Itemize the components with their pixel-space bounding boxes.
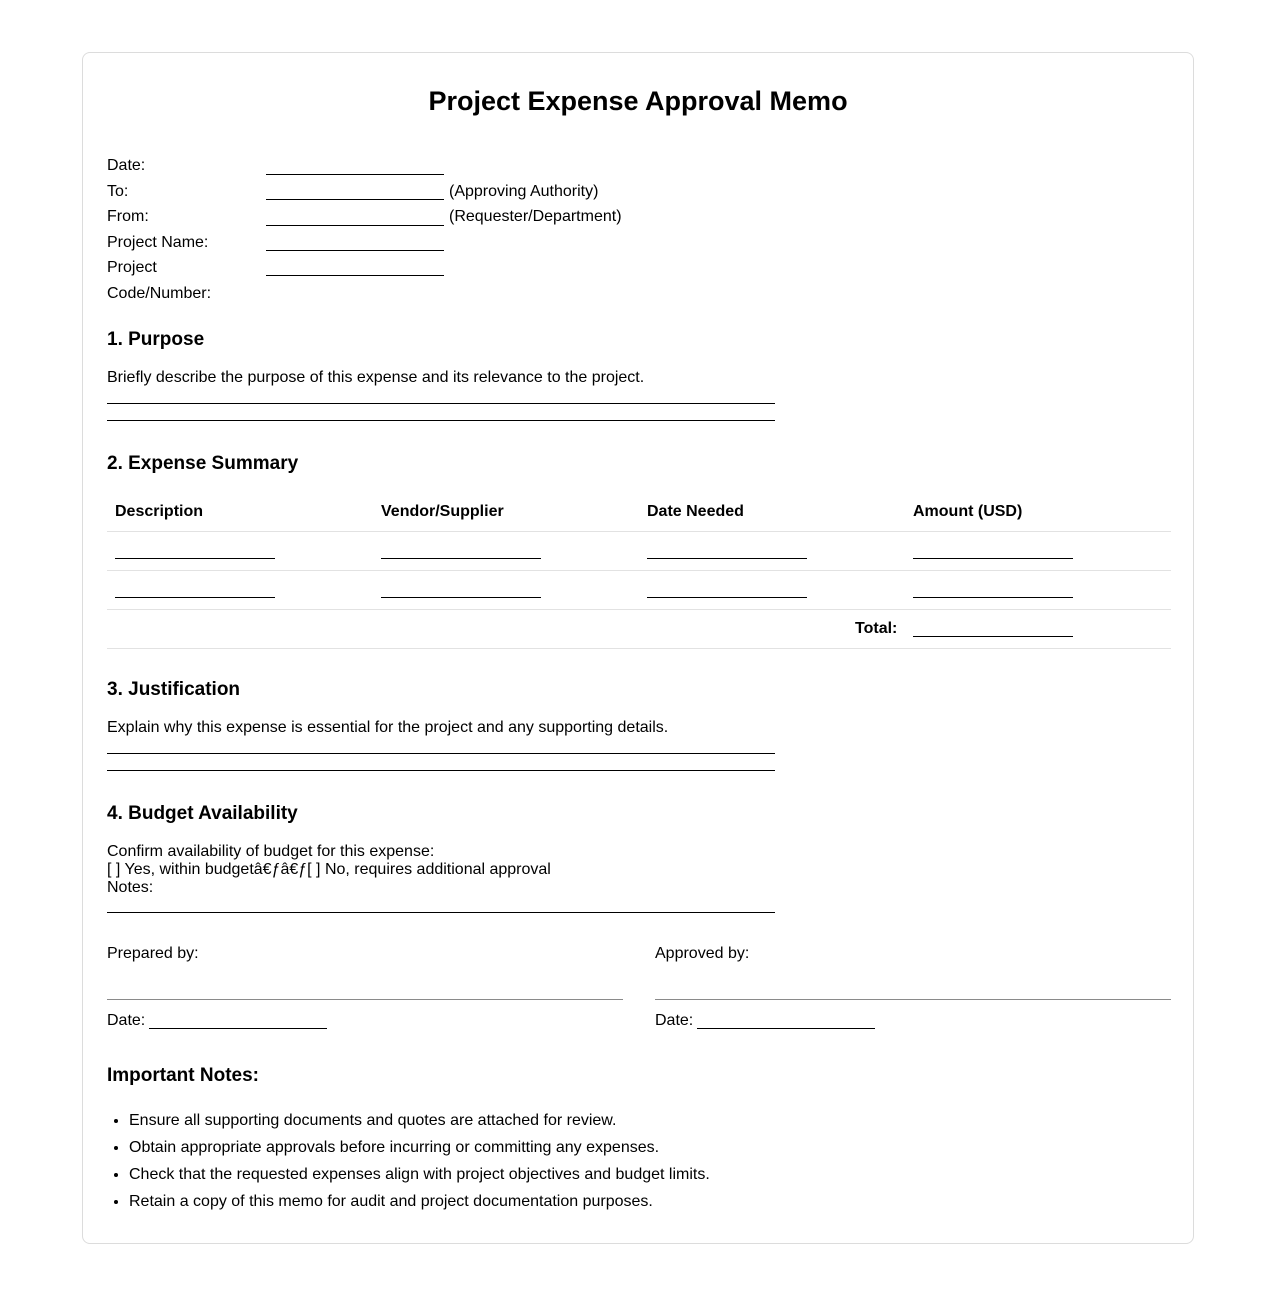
from-field[interactable] [266,225,444,226]
budget-notes-label: Notes: [107,879,154,896]
budget-confirm-text: Confirm availability of budget for this expense: [107,843,435,860]
table-divider [107,609,1171,610]
row1-date-field[interactable] [647,558,807,559]
to-hint: (Approving Authority) [449,183,599,200]
justification-line-2[interactable] [107,770,775,771]
list-item: • Obtain appropriate approvals before incurring or committing any expenses. [129,1134,710,1161]
table-divider [107,570,1171,571]
prepared-by-label: Prepared by: [107,945,199,962]
prepared-by-signature-line[interactable] [107,999,623,1000]
column-header-vendor: Vendor/Supplier [381,503,504,520]
budget-options[interactable]: [ ] Yes, within budgetâ€ƒâ€ƒ[ ] No, requires additional approval [107,861,551,878]
table-divider [107,648,1171,649]
justification-instruction: Explain why this expense is essential for the project and any supporting details. [107,719,669,736]
project-name-field[interactable] [266,250,444,251]
column-header-amount: Amount (USD) [913,503,1023,520]
approved-by-signature-line[interactable] [655,999,1171,1000]
from-hint: (Requester/Department) [449,208,622,225]
row1-amount-field[interactable] [913,558,1073,559]
date-field[interactable] [266,174,444,175]
date-label: Date: [107,157,146,174]
row2-amount-field[interactable] [913,597,1073,598]
project-code-label: Project Code/Number: [107,259,212,302]
row1-vendor-field[interactable] [381,558,541,559]
budget-heading: 4. Budget Availability [107,803,298,824]
approved-by-label: Approved by: [655,945,750,962]
prepared-date-label: Date: [107,1012,146,1029]
approved-date-label: Date: [655,1012,694,1029]
justification-line-1[interactable] [107,753,775,754]
row1-description-field[interactable] [115,558,275,559]
total-label: Total: [855,620,898,637]
purpose-instruction: Briefly describe the purpose of this expense and its relevance to the project. [107,369,645,386]
row2-vendor-field[interactable] [381,597,541,598]
purpose-line-2[interactable] [107,420,775,421]
prepared-date-field[interactable] [149,1028,327,1029]
justification-heading: 3. Justification [107,679,241,700]
purpose-line-1[interactable] [107,403,775,404]
page-title: Project Expense Approval Memo [428,86,848,116]
expense-summary-heading: 2. Expense Summary [107,453,299,474]
list-item: • Check that the requested expenses align with project objectives and budget limits. [129,1161,710,1188]
list-item: • Retain a copy of this memo for audit and project documentation purposes. [129,1188,710,1215]
project-code-field[interactable] [266,275,444,276]
approved-date-field[interactable] [697,1028,875,1029]
row2-description-field[interactable] [115,597,275,598]
list-item: • Ensure all supporting documents and quotes are attached for review. [129,1107,710,1134]
purpose-heading: 1. Purpose [107,329,205,350]
column-header-date-needed: Date Needed [647,503,744,520]
to-field[interactable] [266,199,444,200]
table-divider [107,531,1171,532]
important-notes-list [107,1107,710,1215]
budget-notes-line[interactable] [107,912,775,913]
column-header-description: Description [115,503,204,520]
important-notes-heading: Important Notes: [107,1065,259,1086]
project-name-label: Project Name: [107,234,209,251]
from-label: From: [107,208,149,225]
to-label: To: [107,183,129,200]
row2-date-field[interactable] [647,597,807,598]
memo-card [82,52,1194,1244]
total-amount-field[interactable] [913,636,1073,637]
